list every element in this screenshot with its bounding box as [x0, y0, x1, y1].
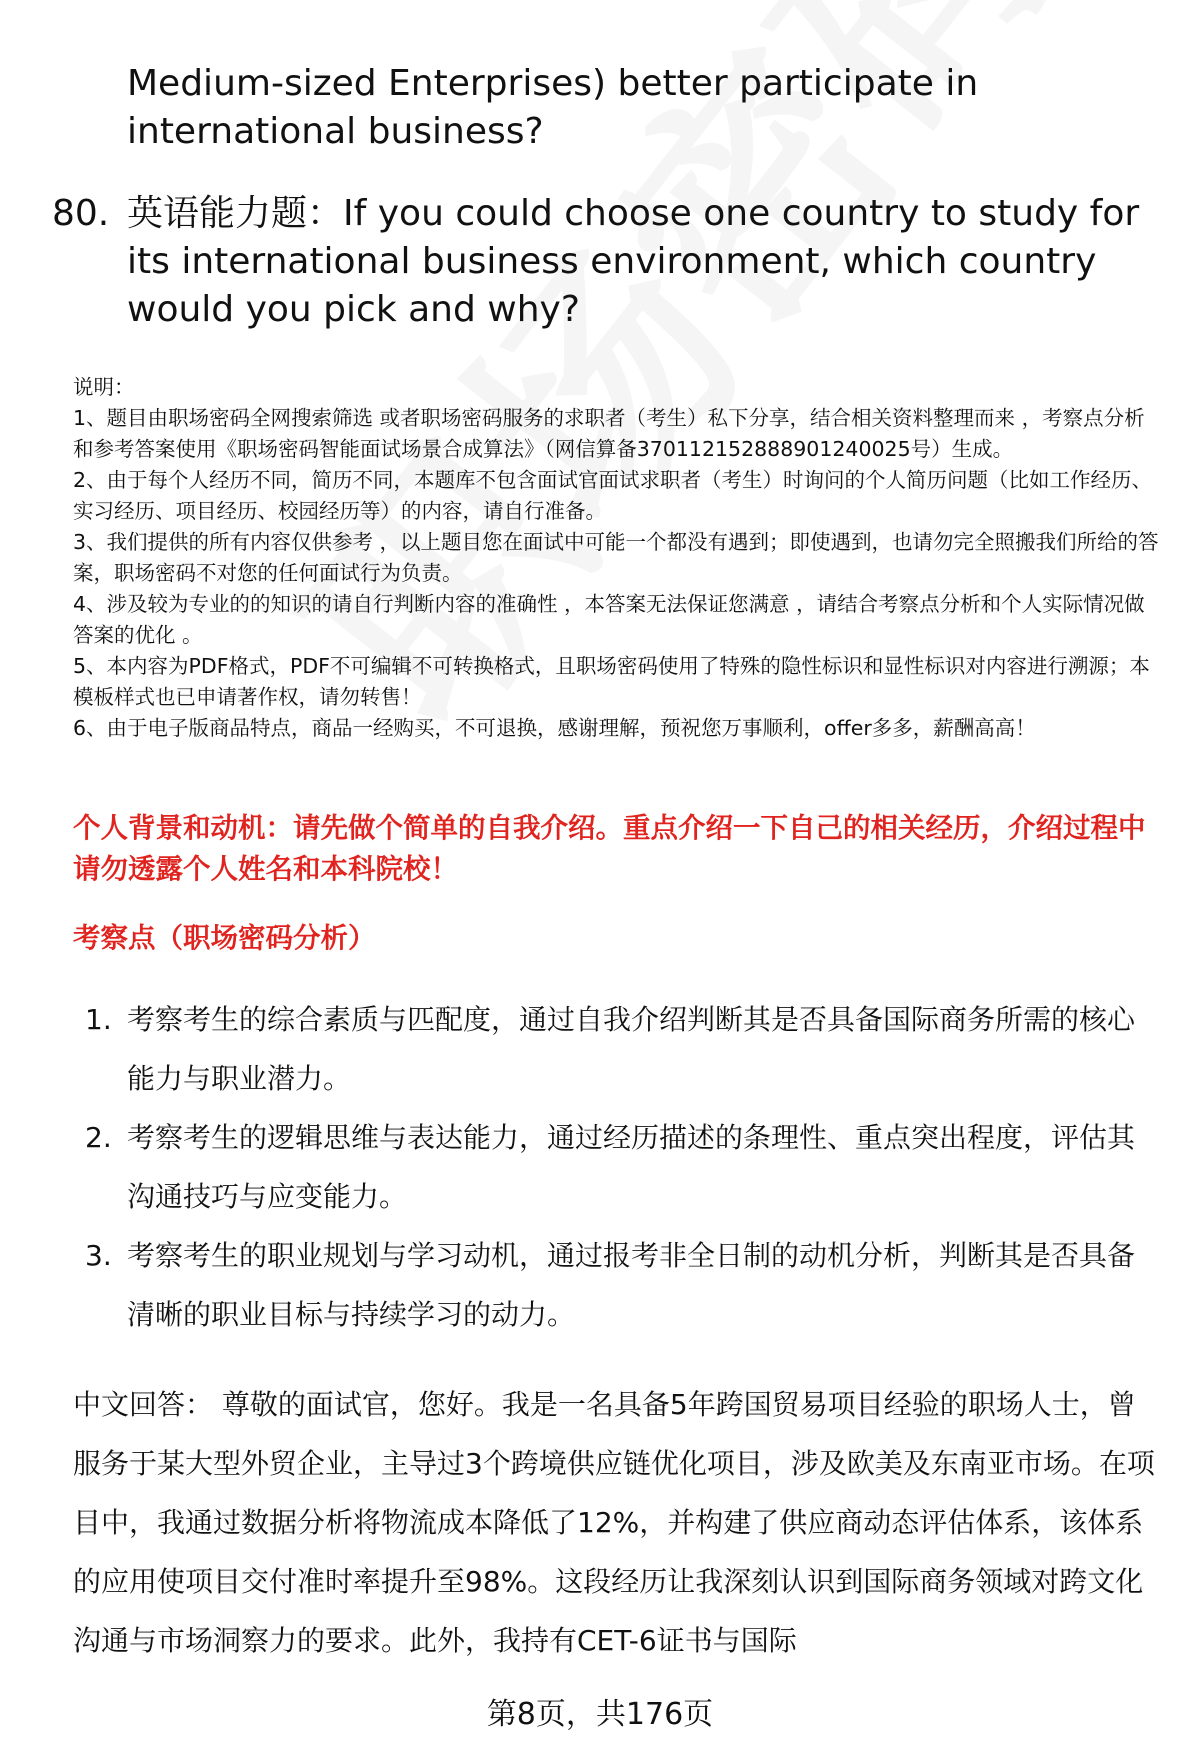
note-item: 5、本内容为PDF格式，PDF不可编辑不可转换格式，且职场密码使用了特殊的隐性标识和显性标识对内容进行溯源；本模板样式也已申请著作权，请勿转售！: [73, 654, 1150, 709]
exam-point-item: [85, 1226, 1155, 1344]
exam-point-item: [85, 990, 1155, 1108]
exam-point-text: 考察考生的逻辑思维与表达能力，通过经历描述的条理性、重点突出程度，评估其沟通技巧与应变能力。: [127, 1121, 1136, 1213]
question-80: [52, 190, 1162, 334]
note-item: 3、我们提供的所有内容仅供参考 ，以上题目您在面试中可能一个都没有遇到；即使遇到，也请勿完全照搬我们所给的答案，职场密码不对您的任何面试行为负责。: [73, 530, 1159, 585]
answer-text: 中文回答： 尊敬的面试官，您好。我是一名具备5年跨国贸易项目经验的职场人士，曾服务于某大型外贸企业，主导过3个跨境供应链优化项目，涉及欧美及东南亚市场。在项目中，我通过数据分析将物流成本降低了12%，并构建了供应商动态评估体系，该体系的应用使项目交付准时率提升至98%。这段经历让我深刻认识到国际商务领域对跨文化沟通与市场洞察力的要求。此外，我持有CET-6证书与国际: [73, 1388, 1155, 1657]
exam-point-text: 考察考生的综合素质与匹配度，通过自我介绍判断其是否具备国际商务所需的核心能力与职业潜力。: [127, 1003, 1136, 1095]
exam-points-list: [85, 990, 1155, 1344]
note-item: 6、由于电子版商品特点，商品一经购买，不可退换，感谢理解，预祝您万事顺利，offer多多，薪酬高高！: [73, 716, 1036, 740]
exam-point-number: 1.: [85, 1003, 112, 1036]
section-question-heading: 个人背景和动机：请先做个简单的自我介绍。重点介绍一下自己的相关经历，介绍过程中请勿透露个人姓名和本科院校！: [73, 812, 1146, 885]
exam-point-number: 3.: [85, 1239, 112, 1272]
page-footer: 第8页，共176页: [486, 1697, 714, 1732]
exam-point-number: 2.: [85, 1121, 112, 1154]
note-item: 4、涉及较为专业的的知识的请自行判断内容的准确性 ，本答案无法保证您满意 ，请结合考察点分析和个人实际情况做答案的优化 。: [73, 592, 1145, 647]
question-number: 80.: [52, 193, 110, 234]
notes-block: [73, 372, 1163, 744]
exam-point-text: 考察考生的职业规划与学习动机，通过报考非全日制的动机分析，判断其是否具备清晰的职业目标与持续学习的动力。: [127, 1239, 1136, 1331]
note-item: 1、题目由职场密码全网搜索筛选 或者职场密码服务的求职者（考生）私下分享，结合相关资料整理而来 ，考察点分析和参考答案使用《职场密码智能面试场景合成算法》（网信算备370112152888901240025号）生成。: [73, 406, 1145, 461]
question-continuation: Medium-sized Enterprises) better participate in international business?: [127, 63, 979, 152]
exam-point-item: [85, 1108, 1155, 1226]
note-item: 2、由于每个人经历不同，简历不同，本题库不包含面试官面试求职者（考生）时询问的个人简历问题（比如工作经历、实习经历、项目经历、校园经历等）的内容，请自行准备。: [73, 468, 1153, 523]
exam-points-heading: 考察点（职场密码分析）: [73, 922, 376, 954]
notes-title: 说明：: [73, 375, 135, 399]
question-text: 英语能力题：If you could choose one country to study for its international business environment, which country would you pick and why?: [127, 193, 1140, 330]
